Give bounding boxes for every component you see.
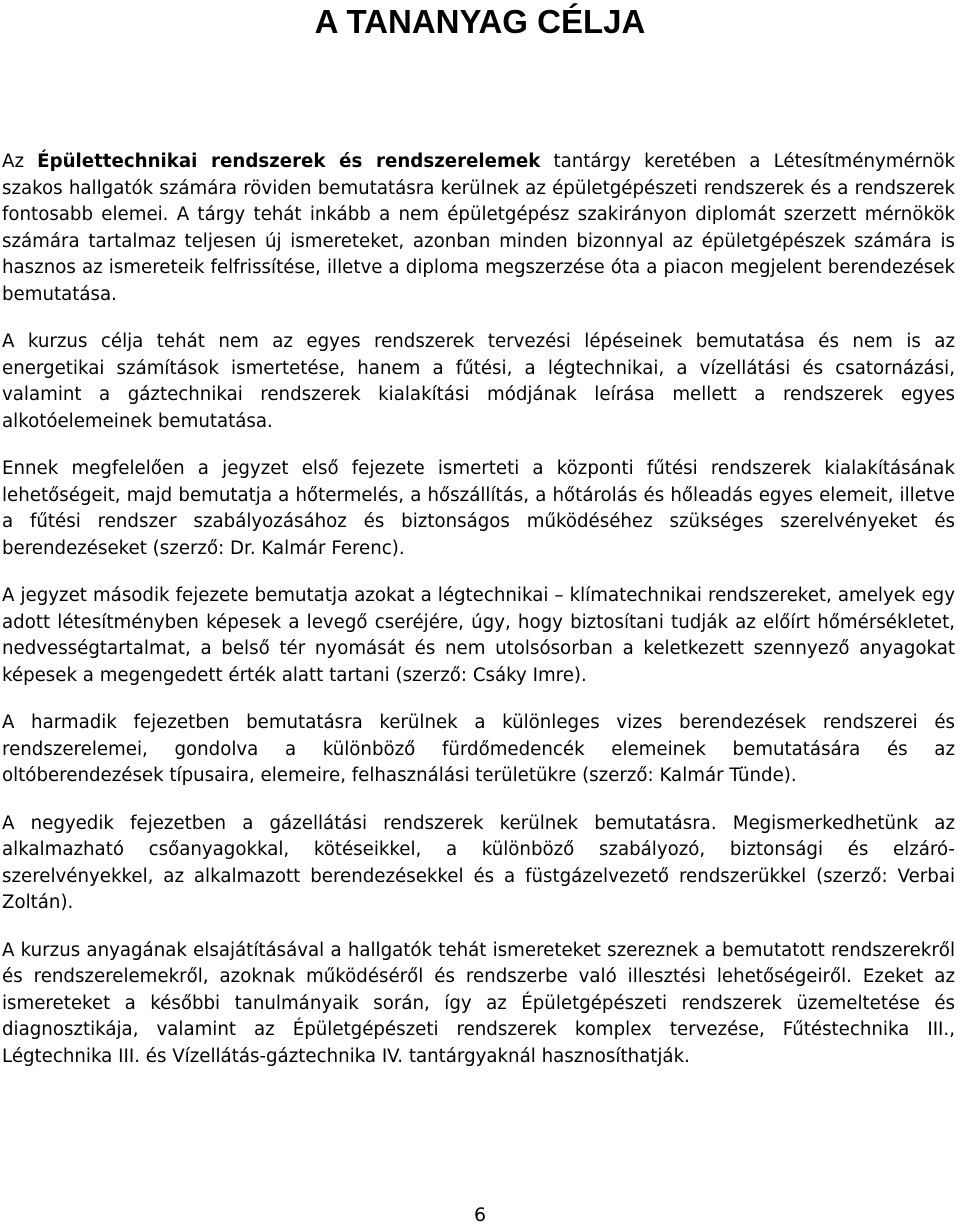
paragraph-intro — [2, 149, 955, 308]
document-body — [2, 149, 955, 1091]
paragraph-intro-body: tantárgy keretében a Létesítménymérnök szakos hallgatók számára röviden bemutatásra kerülnek az épületgépészeti rendszerek és a rendszerek fontosabb elemei. A tárgy tehát inkább a nem épületgépész szakirányon diplomát szerzett mérnökök számára tartalmaz teljesen új ismereteket, azonban minden bizonnyal az épületgépészek számára is hasznos az ismereteik felfrissítése, illetve a diploma megszerzése óta a piacon megjelent berendezések bemutatása. — [2, 151, 955, 305]
paragraph-chapter-one: Ennek megfelelően a jegyzet első fejezete ismerteti a központi fűtési rendszerek kialakításának lehetőségeit, majd bemutatja a hőtermelés, a hőszállítás, a hőtárolás és hőleadás egyes elemeit, illetve a fűtési rendszer szabályozásához és biztonságos működéséhez szükséges szerelvényeket és berendezéseket (szerző: Dr. Kalmár Ferenc). — [2, 458, 955, 559]
paragraph-chapter-three: A harmadik fejezetben bemutatásra kerülnek a különleges vizes berendezések rendszerei és rendszerelemei, gondolva a különböző fürdőmedencék elemeinek bemutatására és az oltóberendezések típusaira, elemeire, felhasználási területükre (szerző: Kalmár Tünde). — [2, 712, 955, 786]
paragraph-chapter-four: A negyedik fejezetben a gázellátási rendszerek kerülnek bemutatásra. Megismerkedhetünk az alkalmazható csőanyagokkal, kötéseikkel, a különböző szabályozó, biztonsági és elzáró-szerelvényekkel, az alkalmazott berendezésekkel és a füstgázelvezető rendszerükkel (szerző: Verbai Zoltán). — [2, 812, 955, 913]
paragraph-chapter-two: A jegyzet második fejezete bemutatja azokat a légtechnikai – klímatechnikai rendszereket, amelyek egy adott létesítményben képesek a levegő cseréjére, úgy, hogy biztosítani tudják az előírt hőmérsékletet, nedvességtartalmat, a belső tér nyomását és nem utolsósorban a keletkezett szennyező anyagokat képesek a megengedett érték alatt tartani (szerző: Csáky Imre). — [2, 585, 955, 686]
page-title: A TANANYAG CÉLJA — [314, 3, 646, 40]
paragraph-conclusion: A kurzus anyagának elsajátításával a hallgatók tehát ismereteket szereznek a bemutatott rendszerekről és rendszerelemekről, azoknak működéséről és rendszerbe való illesztési lehetőségeiről. Ezeket az ismereteket a későbbi tanulmányaik során, így az Épületgépészeti rendszerek üzemeltetése és diagnosztikája, valamint az Épületgépészeti rendszerek komplex tervezése, Fűtéstechnika III., Légtechnika III. és Vízellátás-gáztechnika IV. tantárgyaknál hasznosíthatják. — [2, 939, 955, 1067]
paragraph-intro-lead: Az — [2, 151, 38, 172]
course-name: Épülettechnikai rendszerek és rendszerelemek — [37, 151, 541, 172]
paragraph-course-goal: A kurzus célja tehát nem az egyes rendszerek tervezési lépéseinek bemutatása és nem is az energetikai számítások ismertetése, hanem a fűtési, a légtechnikai, a vízellátási és csatornázási, valamint a gáztechnikai rendszerek kialakítási módjának leírása mellett a rendszerek egyes alkotóelemeinek bemutatása. — [2, 331, 955, 432]
page-number: 6 — [473, 1204, 487, 1226]
